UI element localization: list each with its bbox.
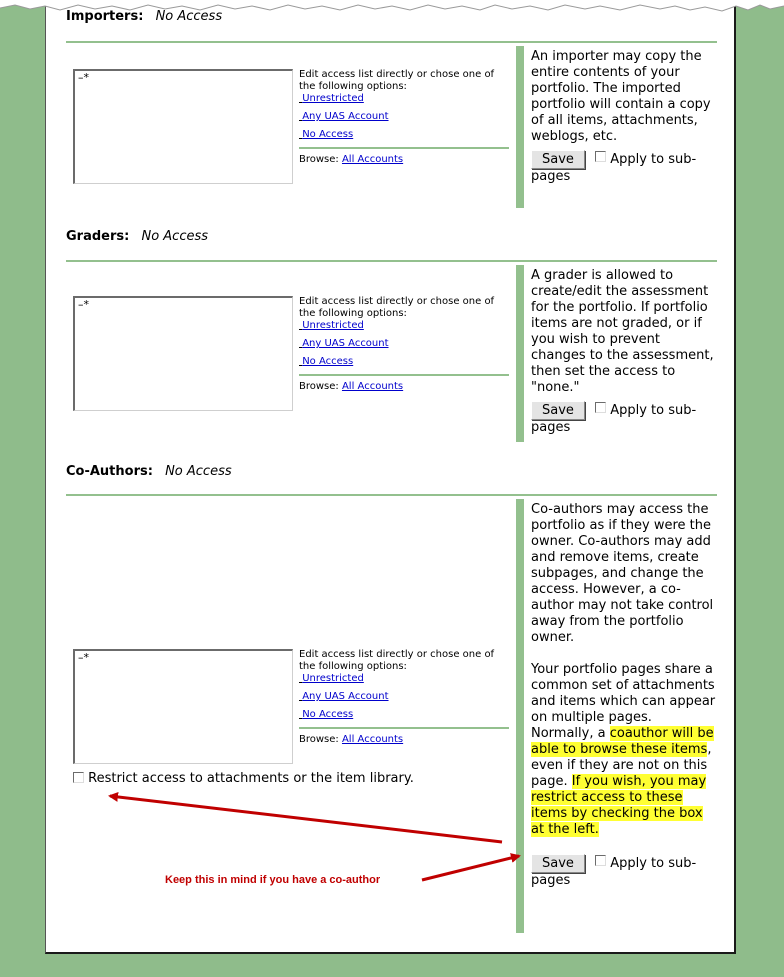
section-title-label: Importers: [66, 9, 144, 24]
description-text: An importer may copy the entire contents of your portfolio. The imported portfolio will contain a copy of all items, attachments, weblogs, etc. [531, 49, 711, 144]
option-no-access-link[interactable]: No Access [302, 356, 354, 367]
option-unrestricted-link[interactable]: Unrestricted [302, 320, 364, 331]
apply-to-subpages-label: Apply to sub-pages [531, 856, 697, 888]
section-access-value: No Access [155, 9, 223, 24]
highlighted-text: If you wish, you may restrict access to these items by checking the box at the left. [531, 774, 707, 837]
browse-all-accounts-link[interactable]: All Accounts [341, 381, 404, 392]
save-button[interactable]: Save [531, 150, 585, 169]
restrict-access-label: Restrict access to attachments or the item library. [88, 771, 414, 786]
option-any-uas-account-link[interactable]: Any UAS Account [302, 691, 389, 702]
description-text: Your portfolio pages share a common set of attachments and items which can appear on multiple pages. Normally, a [531, 662, 716, 741]
browse-label: Browse: [299, 154, 339, 165]
description-text: A grader is allowed to create/edit the assessment for the portfolio. If portfolio items are not graded, or if you wish to prevent changes to the assessment, then set the access to "none." [531, 268, 714, 395]
apply-to-subpages-label: Apply to sub-pages [531, 152, 697, 184]
section-title-label: Graders: [66, 229, 130, 244]
annotation-note: Keep this in mind if you have a co-author [165, 874, 381, 886]
access-list-value: –* [78, 298, 89, 311]
description-paragraph-1: Co-authors may access the portfolio as if they were the owner. Co-authors may add and remove items, create subpages, and change the access. However, a co-author may not take control away from the portfolio owner. [531, 502, 714, 645]
browse-all-accounts-link[interactable]: All Accounts [341, 734, 404, 745]
options-intro-text: Edit access list directly or chose one of the following options: [299, 69, 495, 92]
browse-label: Browse: [299, 381, 339, 392]
option-unrestricted-link[interactable]: Unrestricted [302, 673, 364, 684]
option-any-uas-account-link[interactable]: Any UAS Account [302, 338, 389, 349]
access-list-value: –* [78, 651, 89, 664]
highlighted-text: coauthor will be able to browse these items [531, 726, 714, 757]
options-intro-text: Edit access list directly or chose one of the following options: [299, 649, 495, 672]
options-intro-text: Edit access list directly or chose one of the following options: [299, 296, 495, 319]
apply-to-subpages-label: Apply to sub-pages [531, 403, 697, 435]
section-access-value: No Access [165, 464, 232, 479]
section-title-label: Co-Authors: [66, 464, 153, 479]
arrow-to-description [422, 856, 519, 880]
description-text: , even if they are not on this page. [531, 742, 712, 789]
torn-edge [0, 0, 784, 14]
arrow-to-restrict-checkbox [110, 796, 502, 842]
browse-label: Browse: [299, 734, 339, 745]
section-access-value: No Access [141, 229, 209, 244]
access-list-value: –* [78, 71, 89, 84]
option-no-access-link[interactable]: No Access [302, 709, 354, 720]
save-button[interactable]: Save [531, 401, 585, 420]
browse-all-accounts-link[interactable]: All Accounts [341, 154, 404, 165]
option-unrestricted-link[interactable]: Unrestricted [302, 93, 364, 104]
save-button[interactable]: Save [531, 854, 585, 873]
option-no-access-link[interactable]: No Access [302, 129, 354, 140]
option-any-uas-account-link[interactable]: Any UAS Account [302, 111, 389, 122]
